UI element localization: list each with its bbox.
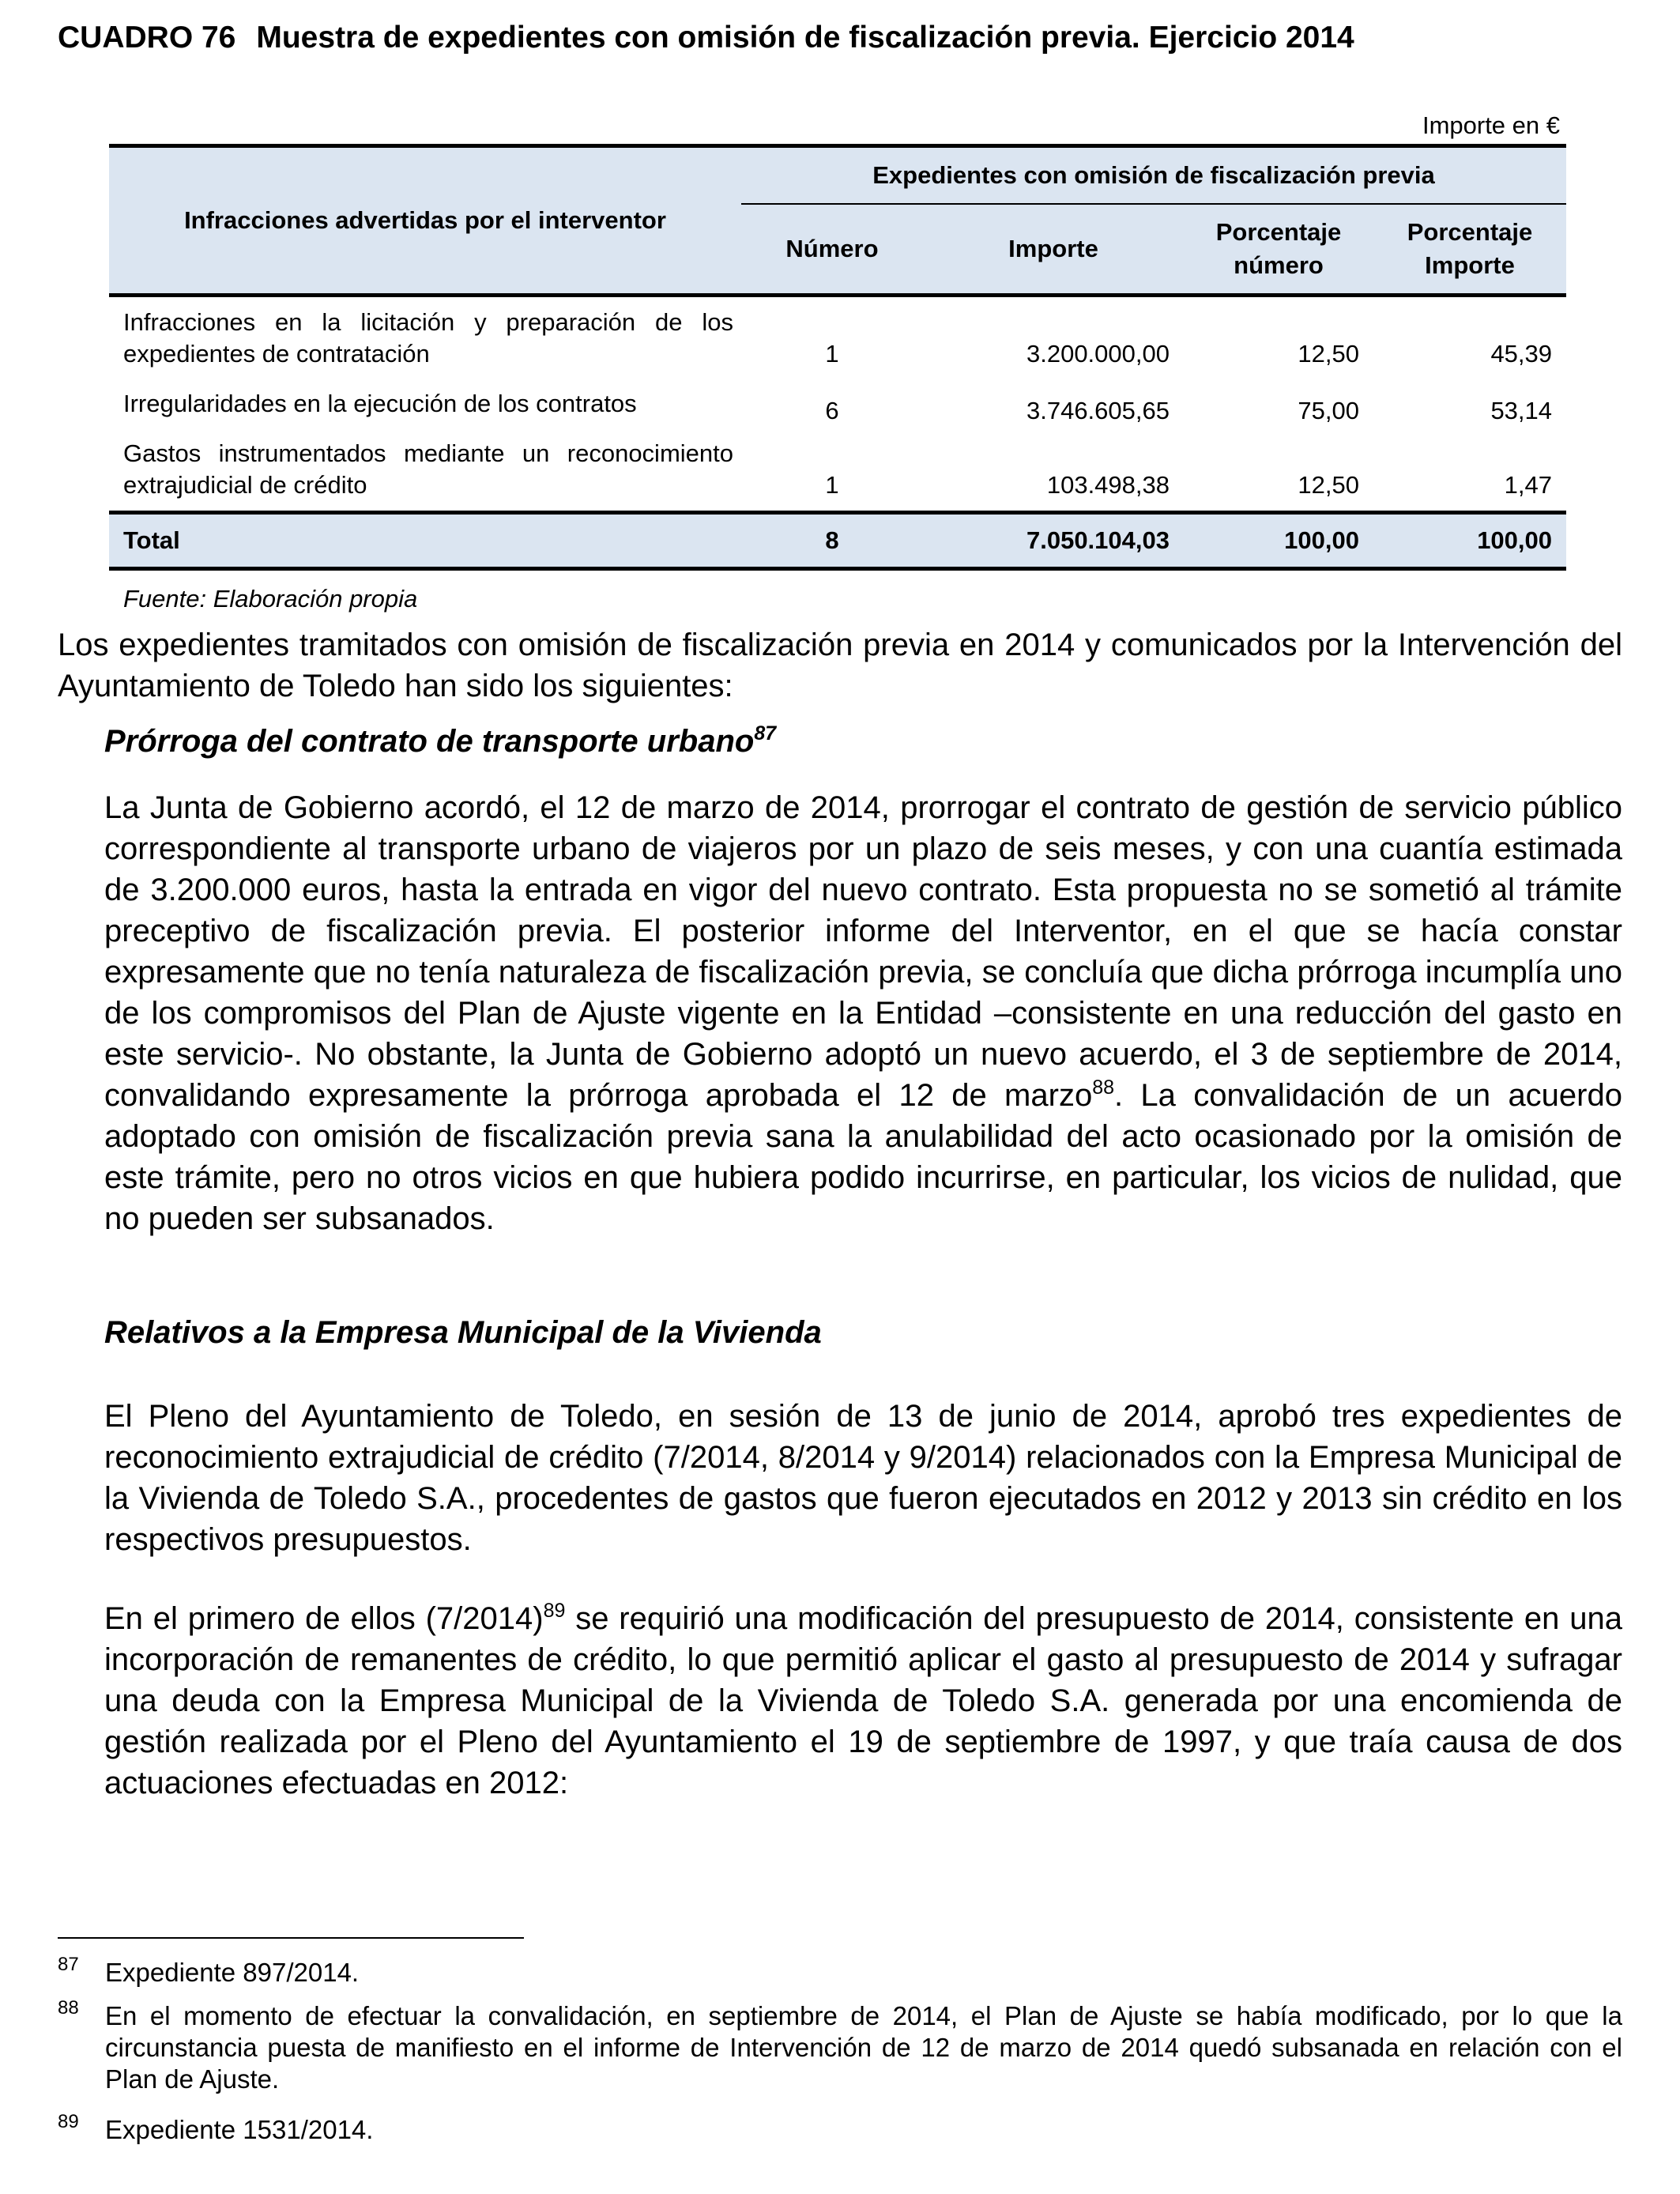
footnote-ref-87[interactable]: 87 xyxy=(754,722,777,745)
cell-importe: 3.200.000,00 xyxy=(1026,340,1170,368)
units-note: Importe en € xyxy=(1422,111,1560,139)
footnote-ref-89[interactable]: 89 xyxy=(543,1600,566,1622)
table-title: Muestra de expedientes con omisión de fiscalización previa. Ejercicio 2014 xyxy=(256,21,1354,55)
cell-importe: 3.746.605,65 xyxy=(1026,397,1170,424)
cell-porcentaje-importe: 45,39 xyxy=(1490,340,1553,368)
group-header: Expedientes con omisión de fiscalización previa xyxy=(741,146,1566,205)
row-label: Irregularidades en la ejecución de los contratos xyxy=(123,390,637,417)
cell-porcentaje-numero: 12,50 xyxy=(1298,340,1359,368)
cell-numero: 1 xyxy=(825,471,839,499)
footnote-text: En el momento de efectuar la convalidación, en septiembre de 2014, el Plan de Ajuste se había modificado, por lo que la circunstancia puesta de manifiesto en el informe de Intervención de 12 de marzo de 2014 quedó subsanada en relación con el Plan de Ajuste. xyxy=(105,2001,1622,2094)
footnote-mark: 89 xyxy=(58,2111,79,2132)
table-row xyxy=(109,428,1566,513)
column-header-porcentaje-numero: Porcentaje número xyxy=(1184,204,1373,296)
table-source: Fuente: Elaboración propia xyxy=(123,585,418,613)
data-table xyxy=(109,144,1566,571)
section-heading-text: Prórroga del contrato de transporte urbano xyxy=(104,724,755,759)
row-header: Infracciones advertidas por el interventor xyxy=(109,146,741,296)
row-label: Infracciones en la licitación y preparación de los expedientes de contratación xyxy=(123,308,733,368)
cell-porcentaje-importe: 53,14 xyxy=(1490,397,1553,424)
footnote-89 xyxy=(58,2111,1622,2146)
row-label: Gastos instrumentados mediante un reconocimiento extrajudicial de crédito xyxy=(123,439,733,499)
footnote-text: Expediente 1531/2014. xyxy=(105,2115,374,2144)
total-label: Total xyxy=(109,513,741,569)
paragraph-text: En el primero de ellos (7/2014) xyxy=(104,1601,544,1636)
paragraph-prorroga xyxy=(104,787,1622,1239)
footnote-mark: 87 xyxy=(58,1954,79,1975)
footnote-separator xyxy=(58,1937,524,1939)
cell-porcentaje-importe: 1,47 xyxy=(1504,471,1553,499)
total-numero: 8 xyxy=(741,513,923,569)
total-porcentaje-importe: 100,00 xyxy=(1373,513,1566,569)
footnote-text: Expediente 897/2014. xyxy=(105,1958,360,1987)
intro-paragraph: Los expedientes tramitados con omisión de fiscalización previa en 2014 y comunicados por la Intervención del Ayuntamiento de Toledo han sido los siguientes: xyxy=(58,628,1622,703)
column-header-porcentaje-importe: Porcentaje Importe xyxy=(1373,204,1566,296)
paragraph-primero xyxy=(104,1598,1622,1804)
total-porcentaje-numero: 100,00 xyxy=(1184,513,1373,569)
footnote-88 xyxy=(58,1997,1622,2095)
table-row xyxy=(109,379,1566,428)
total-row xyxy=(109,513,1566,569)
cell-porcentaje-numero: 75,00 xyxy=(1298,397,1359,424)
table-caption xyxy=(58,21,1630,55)
table-number: CUADRO 76 xyxy=(58,21,236,55)
table-row xyxy=(109,296,1566,380)
column-header-importe: Importe xyxy=(923,204,1184,296)
cell-numero: 1 xyxy=(825,340,839,368)
paragraph-pleno: El Pleno del Ayuntamiento de Toledo, en sesión de 13 de junio de 2014, aprobó tres expedientes de reconocimiento extrajudicial de crédito (7/2014, 8/2014 y 9/2014) relacionados con la Empresa Municipal de la Vivienda de Toledo S.A., procedentes de gastos que fueron ejecutados en 2012 y 2013 sin crédito en los respectivos presupuestos. xyxy=(104,1399,1622,1557)
total-importe: 7.050.104,03 xyxy=(923,513,1184,569)
cell-numero: 6 xyxy=(825,397,839,424)
cell-importe: 103.498,38 xyxy=(1046,471,1170,499)
paragraph-text: La Junta de Gobierno acordó, el 12 de marzo de 2014, prorrogar el contrato de gestión de servicio público correspondiente al transporte urbano de viajeros por un plazo de seis meses, y con una cuantía estimada de 3.200.000 euros, hasta la entrada en vigor del nuevo contrato. Esta propuesta no se sometió al trámite preceptivo de fiscalización previa. El posterior informe del Interventor, en el que se hacía constar expresamente que no tenía naturaleza de fiscalización previa, se concluía que dicha prórroga incumplía uno de los compromisos del Plan de Ajuste vigente en la Entidad –consistente en una reducción del gasto en este servicio-. No obstante, la Junta de Gobierno adoptó un nuevo acuerdo, el 3 de septiembre de 2014, convalidando expresamente la prórroga aprobada el 12 de marzo xyxy=(104,790,1622,1113)
paragraph-text: . La convalidación de un acuerdo adoptado con omisión de fiscalización previa sana la anulabilidad del acto ocasionado por la omisión de este trámite, pero no otros vicios en que hubiera podido incurrirse, en particular, los vicios de nulidad, que no pueden ser subsanados. xyxy=(104,1078,1622,1236)
footnote-ref-88[interactable]: 88 xyxy=(1092,1076,1114,1099)
footnote-87 xyxy=(58,1954,1622,1989)
section-heading-vivienda: Relativos a la Empresa Municipal de la Vivienda xyxy=(104,1315,822,1350)
column-header-numero: Número xyxy=(741,204,923,296)
section-heading-transporte xyxy=(104,724,776,760)
cell-porcentaje-numero: 12,50 xyxy=(1298,471,1359,499)
data-table-container xyxy=(109,107,1566,613)
footnote-mark: 88 xyxy=(58,1997,79,2019)
paragraph-text: se requirió una modificación del presupuesto de 2014, consistente en una incorporación de remanentes de crédito, lo que permitió aplicar el gasto al presupuesto de 2014 y sufragar una deuda con la Empresa Municipal de la Vivienda de Toledo S.A. generada por una encomienda de gestión realizada por el Pleno del Ayuntamiento el 19 de septiembre de 1997, y que traía causa de dos actuaciones efectuadas en 2012: xyxy=(104,1601,1623,1800)
